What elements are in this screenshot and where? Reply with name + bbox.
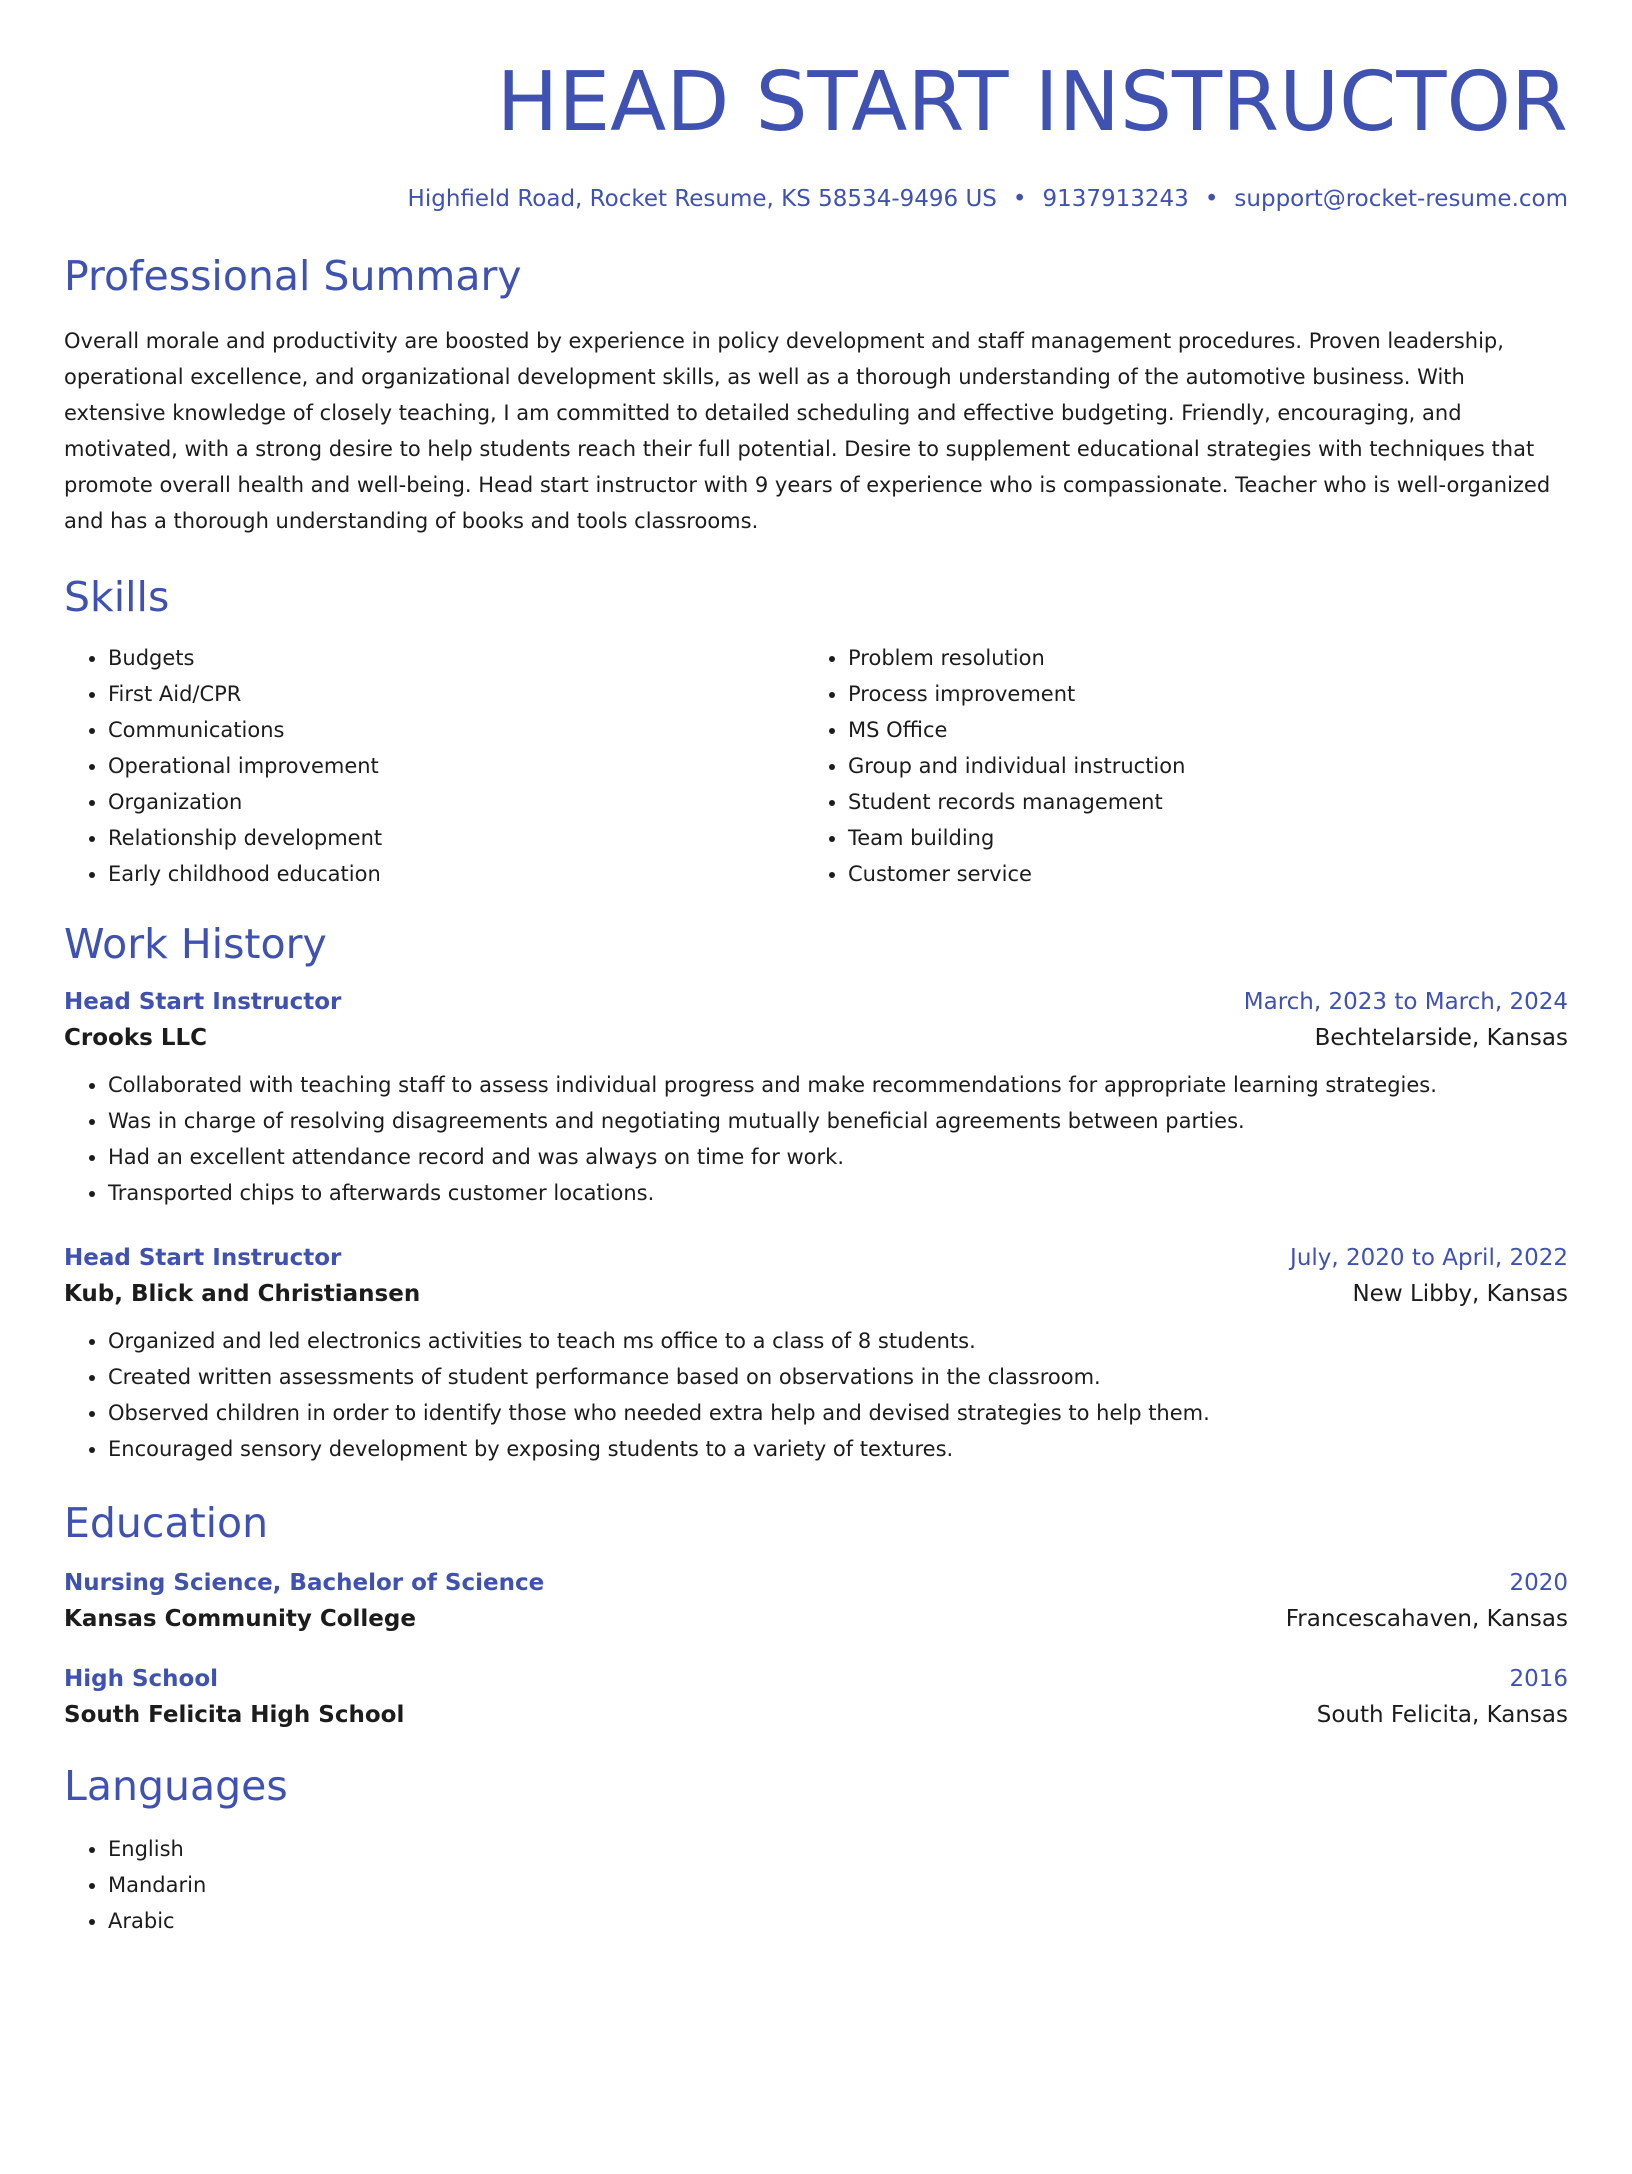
skill-item: • Organization	[108, 784, 804, 820]
summary-heading: Professional Summary	[64, 252, 522, 300]
language-item: • English	[108, 1831, 1568, 1867]
job-bullets	[64, 1067, 1568, 1211]
education-header-row	[64, 1570, 1568, 1596]
job-bullet: • Transported chips to afterwards customer locations.	[108, 1175, 1568, 1211]
languages-heading: Languages	[64, 1762, 288, 1810]
job-title: Head Start Instructor	[64, 1245, 342, 1271]
job-entry	[64, 989, 1568, 1211]
education-year: 2016	[1509, 1666, 1568, 1692]
skill-item: • Early childhood education	[108, 856, 804, 892]
work-history-heading: Work History	[64, 920, 327, 968]
job-bullet: • Collaborated with teaching staff to assess individual progress and make recommendations for appropriate learning strategies.	[108, 1067, 1568, 1103]
job-header-row	[64, 989, 1568, 1015]
job-bullet: • Encouraged sensory development by exposing students to a variety of textures.	[108, 1431, 1568, 1467]
job-dates: March, 2023 to March, 2024	[1243, 989, 1568, 1015]
job-entry	[64, 1245, 1568, 1467]
language-item: • Arabic	[108, 1903, 1568, 1939]
job-bullet: • Created written assessments of student performance based on observations in the classroom.	[108, 1359, 1568, 1395]
skill-item: • MS Office	[848, 712, 1544, 748]
education-degree: High School	[64, 1666, 219, 1692]
job-dates: July, 2020 to April, 2022	[1290, 1245, 1568, 1271]
job-bullet: • Organized and led electronics activities to teach ms office to a class of 8 students.	[108, 1323, 1568, 1359]
contact-separator: •	[1012, 186, 1027, 212]
education-location: Francescahaven, Kansas	[1285, 1606, 1568, 1632]
contact-email: support@rocket-resume.com	[1234, 186, 1568, 212]
summary-text: Overall morale and productivity are boosted by experience in policy development and staff management procedures. Proven leadership, operational excellence, and organizational development skills, as well as a thorough understanding of the automotive business. With extensive knowledge of closely teaching, I am committed to detailed scheduling and effective budgeting. Friendly, encouraging, and motivated, with a strong desire to help students reach their full potential. Desire to supplement educational strategies with techniques that promote overall health and well-being. Head start instructor with 9 years of experience who is compassionate. Teacher who is well-organized and has a thorough understanding of books and tools classrooms.	[64, 329, 1551, 533]
skill-item: • Team building	[848, 820, 1544, 856]
job-bullet: • Had an excellent attendance record and was always on time for work.	[108, 1139, 1568, 1175]
education-school: South Felicita High School	[64, 1702, 405, 1728]
skills-list-right	[804, 640, 1544, 892]
education-year: 2020	[1509, 1570, 1568, 1596]
skill-item: • Operational improvement	[108, 748, 804, 784]
job-title: Head Start Instructor	[64, 989, 342, 1015]
skill-item: • Communications	[108, 712, 804, 748]
skill-item: • Problem resolution	[848, 640, 1544, 676]
skills-heading: Skills	[64, 573, 170, 621]
contact-address: Highfield Road, Rocket Resume, KS 58534-9496 US	[407, 186, 997, 212]
resume-page	[0, 55, 1632, 2174]
education-school: Kansas Community College	[64, 1606, 416, 1632]
skill-item: • Student records management	[848, 784, 1544, 820]
job-location: New Libby, Kansas	[1352, 1281, 1568, 1307]
job-bullets	[64, 1323, 1568, 1467]
education-entry	[64, 1666, 1568, 1728]
contact-phone: 9137913243	[1042, 186, 1189, 212]
skill-item: • Customer service	[848, 856, 1544, 892]
skill-item: • Relationship development	[108, 820, 804, 856]
education-school-row	[64, 1606, 1568, 1632]
job-company: Kub, Blick and Christiansen	[64, 1281, 421, 1307]
skill-item: • Process improvement	[848, 676, 1544, 712]
education-header-row	[64, 1666, 1568, 1692]
contact-line	[64, 186, 1568, 212]
job-bullet: • Was in charge of resolving disagreements and negotiating mutually beneficial agreements between parties.	[108, 1103, 1568, 1139]
job-location: Bechtelarside, Kansas	[1314, 1025, 1568, 1051]
job-header-row	[64, 1245, 1568, 1271]
language-item: • Mandarin	[108, 1867, 1568, 1903]
skill-item: • First Aid/CPR	[108, 676, 804, 712]
languages-list	[64, 1831, 1568, 1939]
resume-name: HEAD START INSTRUCTOR	[496, 55, 1568, 150]
job-company-row	[64, 1281, 1568, 1307]
education-entry	[64, 1570, 1568, 1632]
job-company: Crooks LLC	[64, 1025, 208, 1051]
education-degree: Nursing Science, Bachelor of Science	[64, 1570, 545, 1596]
skill-item: • Group and individual instruction	[848, 748, 1544, 784]
job-company-row	[64, 1025, 1568, 1051]
education-location: South Felicita, Kansas	[1316, 1702, 1568, 1728]
skills-columns	[64, 640, 1568, 892]
job-bullet: • Observed children in order to identify those who needed extra help and devised strategies to help them.	[108, 1395, 1568, 1431]
education-heading: Education	[64, 1499, 269, 1547]
skill-item: • Budgets	[108, 640, 804, 676]
skills-list-left	[64, 640, 804, 892]
education-school-row	[64, 1702, 1568, 1728]
contact-separator: •	[1204, 186, 1219, 212]
